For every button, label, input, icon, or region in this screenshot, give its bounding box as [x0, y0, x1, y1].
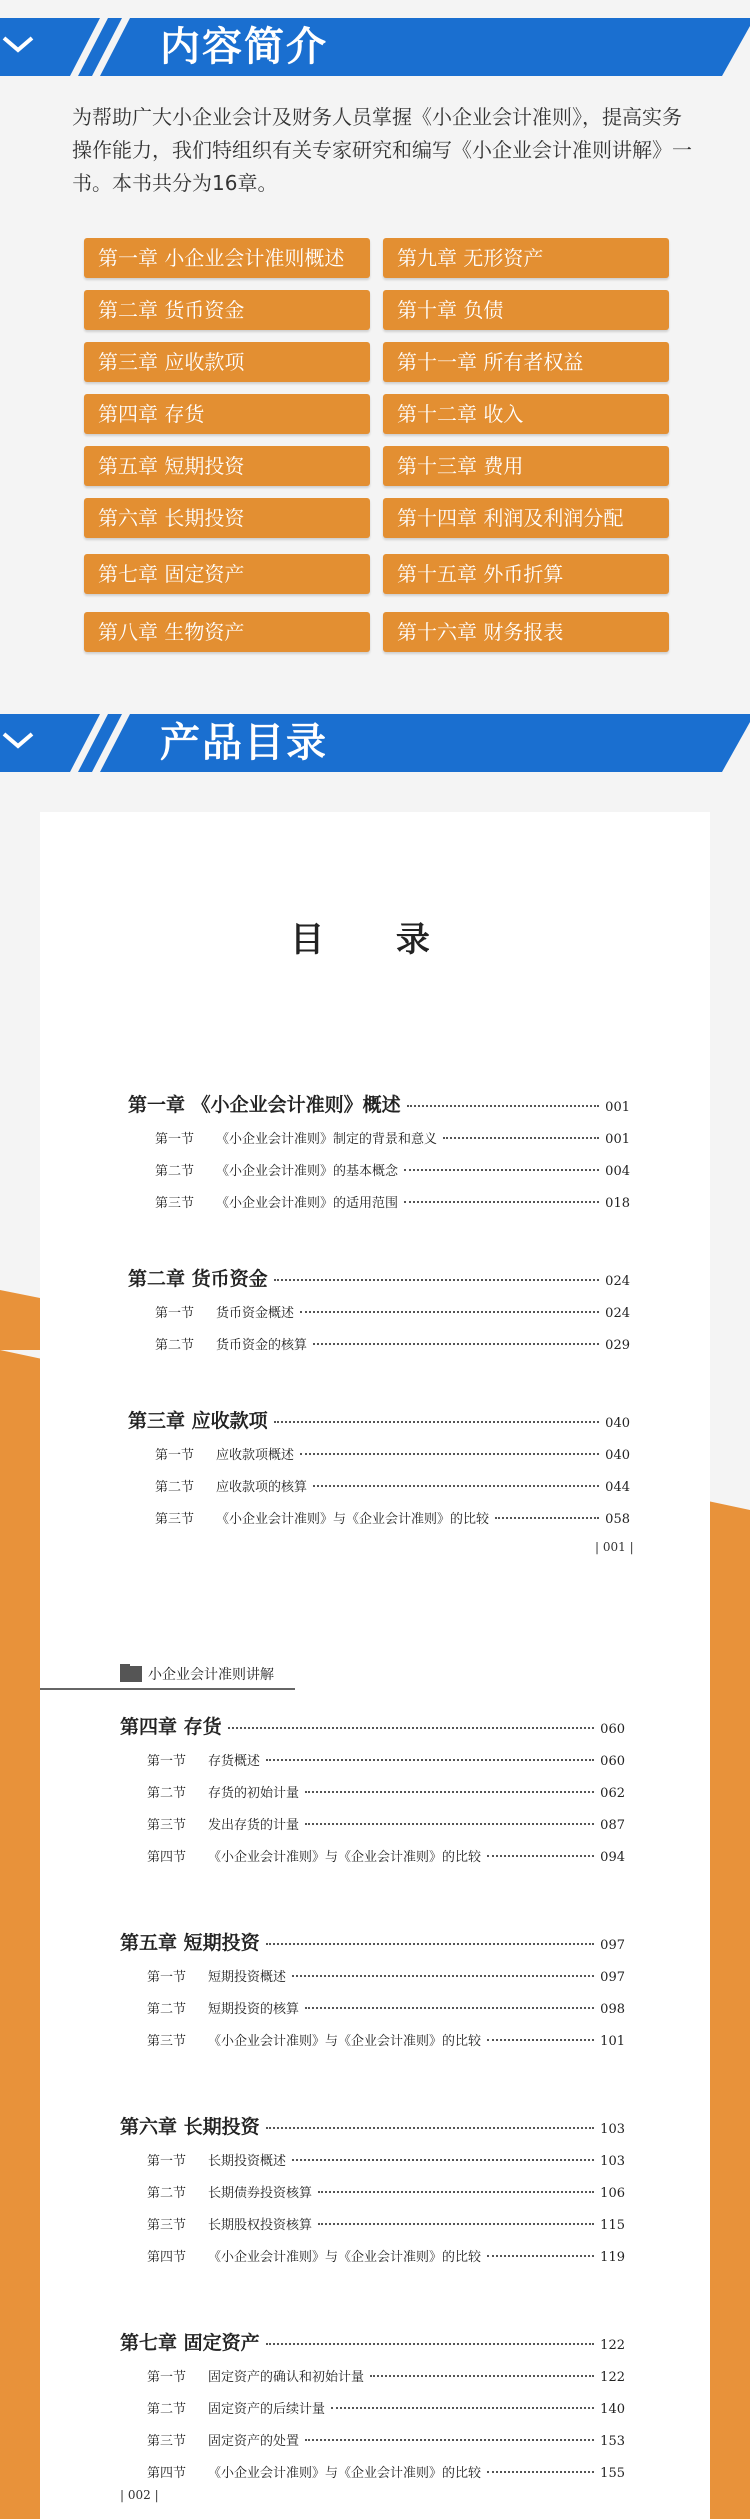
toc-page-number: 062 — [600, 1786, 625, 1801]
toc-page-number: 153 — [600, 2434, 625, 2449]
toc-page-number: 122 — [600, 2370, 625, 2385]
toc-chapter-row — [120, 2112, 625, 2139]
toc-page-number: 155 — [600, 2466, 625, 2481]
dot-leader — [318, 2191, 594, 2193]
toc-page-number: 098 — [600, 2002, 625, 2017]
dot-leader — [443, 1137, 599, 1139]
toc-entry-title: 第三章 应收款项 — [128, 1410, 268, 1432]
toc-page-number: 040 — [605, 1448, 630, 1463]
toc-section-row — [155, 1160, 630, 1179]
toc-entry-title: 《小企业会计准则》制定的背景和意义 — [216, 1132, 438, 1147]
toc-entry-title: 应收款项的核算 — [216, 1480, 308, 1495]
toc-entry-title: 短期投资概述 — [208, 1970, 287, 1985]
toc-section-row — [147, 2214, 625, 2233]
toc-page-number: 103 — [600, 2122, 625, 2137]
dot-leader — [313, 1343, 599, 1345]
toc-section-number: 第三节 — [147, 2218, 187, 2233]
page-number: | 002 | — [120, 2488, 159, 2502]
chapter-item: 第八章 生物资产 — [84, 612, 370, 652]
chapter-item: 第十六章 财务报表 — [383, 612, 669, 652]
toc-page-number: 040 — [605, 1416, 630, 1431]
dot-leader — [266, 2343, 595, 2345]
toc-section-row — [155, 1508, 630, 1527]
toc-section-row — [147, 2246, 625, 2265]
toc-page-number: 001 — [605, 1132, 630, 1147]
toc-entry-title: 第二章 货币资金 — [128, 1268, 268, 1290]
toc-entry-title: 货币资金的核算 — [216, 1338, 308, 1353]
toc-chapter-row — [120, 1928, 625, 1955]
chapter-item: 第十二章 收入 — [383, 394, 669, 434]
toc-section-row — [147, 1846, 625, 1865]
toc-section-number: 第三节 — [147, 1818, 187, 1833]
toc-page-number: 060 — [600, 1722, 625, 1737]
toc-section-row — [155, 1302, 630, 1321]
page-header-title: 小企业会计准则讲解 — [148, 1667, 274, 1683]
dot-leader — [404, 1169, 599, 1171]
toc-entry-title: 第四章 存货 — [120, 1716, 222, 1738]
toc-section-number: 第三节 — [155, 1196, 195, 1211]
dot-leader — [404, 1201, 599, 1203]
toc-section-number: 第一节 — [147, 1970, 187, 1985]
toc-entry-title: 长期债券投资核算 — [208, 2186, 313, 2201]
toc-section-row — [147, 1750, 625, 1769]
chapter-item: 第十四章 利润及利润分配 — [383, 498, 669, 538]
toc-section-number: 第一节 — [147, 2370, 187, 2385]
chevron-down-icon — [0, 728, 36, 752]
dot-leader — [487, 2255, 594, 2257]
toc-entry-title: 第一章 《小企业会计准则》概述 — [128, 1094, 401, 1116]
toc-chapter-row — [128, 1406, 630, 1433]
toc-section-number: 第二节 — [155, 1338, 195, 1353]
dot-leader — [318, 2223, 594, 2225]
dot-leader — [305, 1823, 594, 1825]
toc-section-number: 第四节 — [147, 2250, 187, 2265]
section-banner-catalog — [0, 714, 750, 772]
section-title: 内容简介 — [160, 23, 328, 70]
toc-page-number: 097 — [600, 1938, 625, 1953]
toc-entry-title: 发出存货的计量 — [208, 1818, 300, 1833]
toc-entry-title: 固定资产的后续计量 — [208, 2402, 326, 2417]
toc-entry-title: 存货的初始计量 — [208, 1786, 300, 1801]
dot-leader — [300, 1453, 599, 1455]
toc-section-row — [155, 1192, 630, 1211]
toc-section-number: 第二节 — [147, 1786, 187, 1801]
toc-section-number: 第一节 — [147, 1754, 187, 1769]
toc-chapter-row — [128, 1090, 630, 1117]
toc-page-number: 106 — [600, 2186, 625, 2201]
toc-entry-title: 第六章 长期投资 — [120, 2116, 260, 2138]
toc-chapter-row — [120, 1712, 625, 1739]
toc-section-row — [155, 1444, 630, 1463]
toc-section-row — [147, 1998, 625, 2017]
toc-title: 目 录 — [290, 920, 460, 960]
dot-leader — [331, 2407, 594, 2409]
dot-leader — [266, 2127, 595, 2129]
banner-stripes — [0, 714, 750, 772]
chapter-item: 第一章 小企业会计准则概述 — [84, 238, 370, 278]
toc-page-number: 097 — [600, 1970, 625, 1985]
toc-entry-title: 《小企业会计准则》与《企业会计准则》的比较 — [208, 2250, 482, 2265]
toc-section-number: 第三节 — [147, 2434, 187, 2449]
toc-entry-title: 《小企业会计准则》的基本概念 — [216, 1164, 399, 1179]
dot-leader — [370, 2375, 594, 2377]
toc-page-number: 094 — [600, 1850, 625, 1865]
toc-section-number: 第二节 — [147, 2402, 187, 2417]
toc-chapter-row — [128, 1264, 630, 1291]
toc-page-number: 024 — [605, 1274, 630, 1289]
toc-page-number: 119 — [600, 2250, 625, 2265]
toc-section-number: 第一节 — [155, 1448, 195, 1463]
toc-entry-title: 第五章 短期投资 — [120, 1932, 260, 1954]
chapter-item: 第五章 短期投资 — [84, 446, 370, 486]
dot-leader — [305, 1791, 594, 1793]
toc-section-row — [147, 2430, 625, 2449]
toc-entry-title: 货币资金概述 — [216, 1306, 295, 1321]
toc-section-number: 第二节 — [147, 2186, 187, 2201]
dot-leader — [305, 2007, 594, 2009]
chapter-item: 第十章 负债 — [383, 290, 669, 330]
toc-entry-title: 《小企业会计准则》的适用范围 — [216, 1196, 399, 1211]
chapter-item: 第六章 长期投资 — [84, 498, 370, 538]
dot-leader — [266, 1943, 595, 1945]
chevron-down-icon — [0, 32, 36, 56]
banner-stripes — [0, 18, 750, 76]
dot-leader — [495, 1517, 599, 1519]
toc-section-row — [147, 2182, 625, 2201]
chapter-item: 第九章 无形资产 — [383, 238, 669, 278]
dot-leader — [292, 1975, 594, 1977]
toc-entry-title: 长期投资概述 — [208, 2154, 287, 2169]
dot-leader — [292, 2159, 594, 2161]
dot-leader — [313, 1485, 599, 1487]
toc-page-number: 140 — [600, 2402, 625, 2417]
toc-section-number: 第二节 — [147, 2002, 187, 2017]
dot-leader — [300, 1311, 599, 1313]
toc-chapter-row — [120, 2328, 625, 2355]
toc-section-row — [147, 2366, 625, 2385]
toc-page-number: 004 — [605, 1164, 630, 1179]
dot-leader — [487, 2039, 594, 2041]
toc-page-number: 018 — [605, 1196, 630, 1211]
dot-leader — [228, 1727, 595, 1729]
toc-page-number: 044 — [605, 1480, 630, 1495]
toc-page-number: 060 — [600, 1754, 625, 1769]
toc-section-row — [155, 1334, 630, 1353]
section-banner-intro — [0, 18, 750, 76]
toc-page-number: 087 — [600, 1818, 625, 1833]
toc-section-number: 第四节 — [147, 1850, 187, 1865]
dot-leader — [266, 1759, 594, 1761]
chapter-item: 第四章 存货 — [84, 394, 370, 434]
toc-entry-title: 固定资产的确认和初始计量 — [208, 2370, 365, 2385]
toc-section-row — [147, 2398, 625, 2417]
toc-entry-title: 长期股权投资核算 — [208, 2218, 313, 2233]
dot-leader — [487, 2471, 594, 2473]
toc-section-row — [147, 1814, 625, 1833]
toc-section-row — [147, 1782, 625, 1801]
toc-section-number: 第一节 — [147, 2154, 187, 2169]
toc-section-number: 第一节 — [155, 1306, 195, 1321]
chapter-item: 第三章 应收款项 — [84, 342, 370, 382]
chapter-item: 第十三章 费用 — [383, 446, 669, 486]
chapter-item: 第十五章 外币折算 — [383, 554, 669, 594]
chapter-item: 第十一章 所有者权益 — [383, 342, 669, 382]
chapter-item: 第七章 固定资产 — [84, 554, 370, 594]
toc-page-number: 122 — [600, 2338, 625, 2353]
toc-entry-title: 《小企业会计准则》与《企业会计准则》的比较 — [216, 1512, 490, 1527]
toc-page-number: 024 — [605, 1306, 630, 1321]
dot-leader — [274, 1421, 600, 1423]
toc-entry-title: 存货概述 — [208, 1754, 261, 1769]
dot-leader — [305, 2439, 594, 2441]
toc-entry-title: 《小企业会计准则》与《企业会计准则》的比较 — [208, 2034, 482, 2049]
toc-section-number: 第一节 — [155, 1132, 195, 1147]
toc-entry-title: 《小企业会计准则》与《企业会计准则》的比较 — [208, 2466, 482, 2481]
toc-page-number: 001 — [605, 1100, 630, 1115]
toc-section-row — [155, 1128, 630, 1147]
toc-section-row — [147, 1966, 625, 1985]
toc-section-row — [147, 2462, 625, 2481]
toc-entry-title: 《小企业会计准则》与《企业会计准则》的比较 — [208, 1850, 482, 1865]
dot-leader — [407, 1105, 600, 1107]
intro-text: 为帮助广大小企业会计及财务人员掌握《小企业会计准则》，提高实务操作能力，我们特组织有关专家研究和编写《小企业会计准则讲解》一书。本书共分为16章。 — [72, 105, 692, 195]
toc-section-number: 第二节 — [155, 1480, 195, 1495]
toc-section-number: 第二节 — [155, 1164, 195, 1179]
toc-section-row — [147, 2030, 625, 2049]
toc-entry-title: 固定资产的处置 — [208, 2434, 300, 2449]
page-number: | 001 | — [595, 1540, 634, 1554]
dot-leader — [274, 1279, 600, 1281]
toc-entry-title: 第七章 固定资产 — [120, 2332, 260, 2354]
section-title: 产品目录 — [160, 719, 328, 766]
dot-leader — [487, 1855, 594, 1857]
chapter-item: 第二章 货币资金 — [84, 290, 370, 330]
toc-entry-title: 应收款项概述 — [216, 1448, 295, 1463]
toc-page-number: 029 — [605, 1338, 630, 1353]
toc-page-number: 103 — [600, 2154, 625, 2169]
toc-section-number: 第四节 — [147, 2466, 187, 2481]
book-pages — [40, 812, 710, 2519]
toc-section-row — [155, 1476, 630, 1495]
toc-page-number: 115 — [600, 2218, 625, 2233]
toc-section-number: 第三节 — [147, 2034, 187, 2049]
toc-section-number: 第三节 — [155, 1512, 195, 1527]
toc-page-number: 101 — [600, 2034, 625, 2049]
toc-section-row — [147, 2150, 625, 2169]
toc-page-number: 058 — [605, 1512, 630, 1527]
toc-entry-title: 短期投资的核算 — [208, 2002, 300, 2017]
